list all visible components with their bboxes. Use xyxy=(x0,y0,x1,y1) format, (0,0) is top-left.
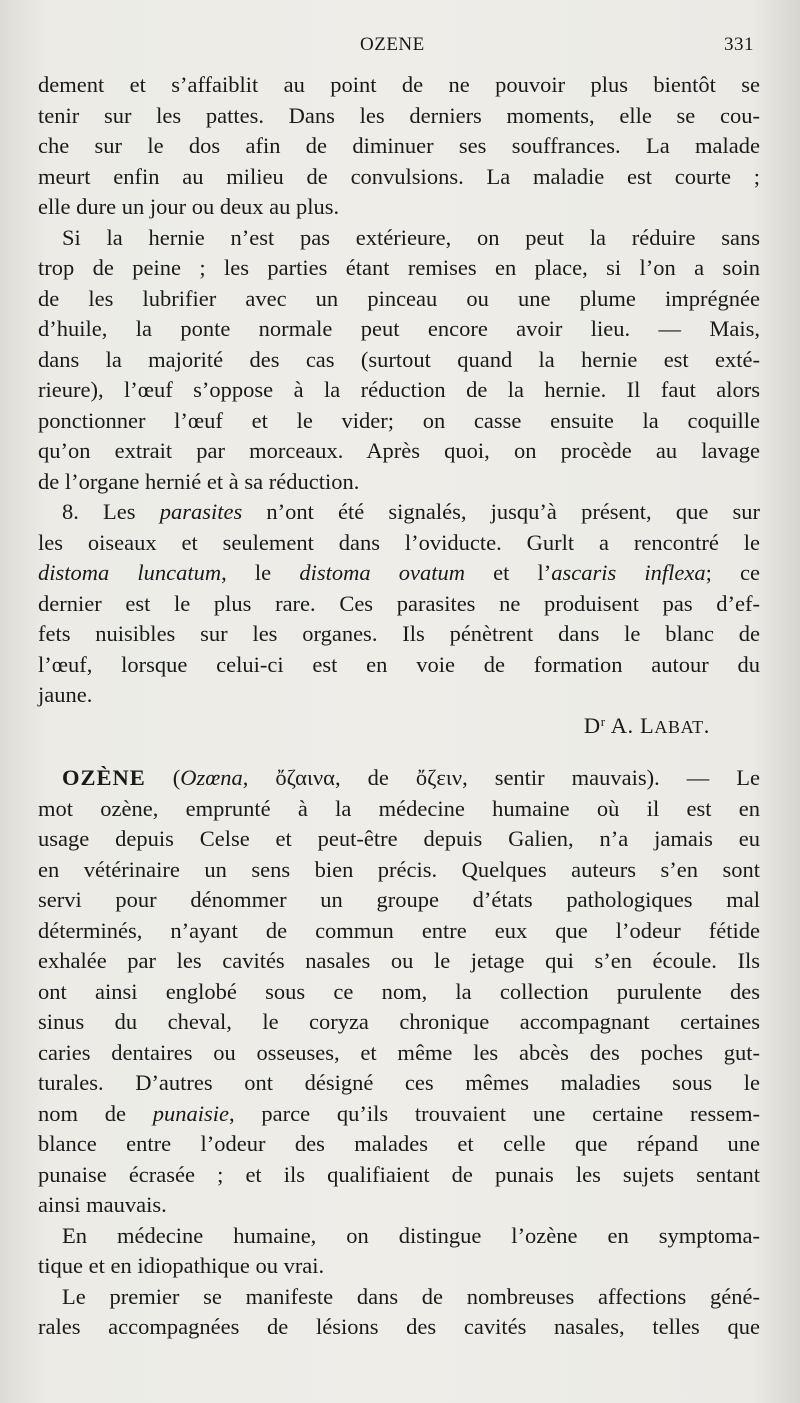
text-line: trop de peine ; les parties étant remises en place, si l’on a soin xyxy=(38,255,760,280)
text-line: rieure), l’œuf s’oppose à la réduction de la hernie. Il faut alors xyxy=(38,377,760,402)
text-line: sinus du cheval, le coryza chronique accompagnant certaines xyxy=(38,1009,760,1034)
text-line: usage depuis Celse et peut-être depuis Galien, n’a jamais eu xyxy=(38,826,760,851)
section-gap xyxy=(38,741,760,763)
italic-term: ascaris inflexa xyxy=(551,560,706,585)
text-line: mot ozène, emprunté à la médecine humaine où il est en xyxy=(38,795,760,821)
text-line: caries dentaires ou osseuses, et même les abcès des poches gut- xyxy=(38,1039,760,1065)
text-line: OZÈNE (Ozœna, ὄζαινα, de ὄζειν, sentir mauvais). — Le xyxy=(62,765,760,790)
text-line: tenir sur les pattes. Dans les derniers moments, elle se cou- xyxy=(38,102,760,128)
italic-term: distoma luncatum xyxy=(38,560,222,585)
paragraph-parasites xyxy=(38,497,760,711)
text-line: dernier est le plus rare. Ces parasites ne produisent pas d’ef- xyxy=(38,590,760,616)
text-line: Si la hernie n’est pas extérieure, on peut la réduire sans xyxy=(62,224,760,250)
text-line: Le premier se manifeste dans de nombreuses affections géné- xyxy=(62,1283,760,1309)
text-line: che sur le dos afin de diminuer ses souffrances. La malade xyxy=(38,133,760,158)
text-line: de les lubrifier avec un pinceau ou une plume imprégnée xyxy=(38,285,760,311)
italic-term: parasites xyxy=(159,499,243,524)
paragraph-continued xyxy=(38,70,760,223)
text-line: en vétérinaire un sens bien précis. Quelques auteurs s’en sont xyxy=(38,856,760,882)
entry-headword: OZÈNE xyxy=(62,765,146,790)
author-signature: $D^r$ A. LABAT. xyxy=(583,712,710,738)
text-line: qu’on extrait par morceaux. Après quoi, on procède au lavage xyxy=(38,438,760,463)
italic-term: distoma ovatum xyxy=(299,560,465,585)
paragraph-symptomatic xyxy=(38,1282,760,1343)
italic-term: Ozœna xyxy=(180,765,243,790)
text-line: En médecine humaine, on distingue l’ozène en symptoma- xyxy=(62,1222,760,1248)
text-line: tique et en idiopathique ou vrai. xyxy=(38,1253,325,1278)
text-line: fets nuisibles sur les organes. Ils pénètrent dans le blanc de xyxy=(38,621,760,646)
text-line: dement et s’affaiblit au point de ne pouvoir plus bientôt se xyxy=(38,72,760,97)
text-line: blance entre l’odeur des malades et celle que répand une xyxy=(38,1131,760,1156)
text-line: de l’organe hernié et à sa réduction. xyxy=(38,468,360,494)
text-line: ponctionner l’œuf et le vider; on casse ensuite la coquille xyxy=(38,407,760,433)
page-number: 331 xyxy=(724,34,754,55)
text-line: dans la majorité des cas (surtout quand la hernie est exté- xyxy=(38,346,760,372)
text-line: punaise écrasée ; et ils qualifiaient de punais les sujets sentant xyxy=(38,1161,760,1187)
text-line: exhalée par les cavités nasales ou le jetage qui s’en écoule. Ils xyxy=(38,948,760,973)
text-line: l’œuf, lorsque celui-ci est en voie de formation autour du xyxy=(38,651,760,677)
text-line: ainsi mauvais. xyxy=(38,1192,167,1217)
text-line: turales. D’autres ont désigné ces mêmes maladies sous le xyxy=(38,1070,760,1095)
text-line: servi pour dénommer un groupe d’états pathologiques mal xyxy=(38,887,760,912)
entry-ozene xyxy=(38,763,760,1221)
paragraph-hernia xyxy=(38,223,760,498)
text-line: elle dure un jour ou deux au plus. xyxy=(38,194,340,219)
text-line: les oiseaux et seulement dans l’oviducte. Gurlt a rencontré le xyxy=(38,529,760,555)
text-line: ont ainsi englobé sous ce nom, la collection purulente des xyxy=(38,978,760,1004)
text-line: nom de punaisie, parce qu’ils trouvaient une certaine ressem- xyxy=(38,1100,760,1126)
text-line: distoma luncatum, le distoma ovatum et l’ascaris inflexa; ce xyxy=(38,560,760,585)
paragraph-human-medicine xyxy=(38,1221,760,1282)
text-line: jaune. xyxy=(38,682,93,707)
text-block xyxy=(38,70,760,1343)
running-title: OZENE xyxy=(360,34,425,55)
text-line: rales accompagnées de lésions des cavités nasales, telles que xyxy=(38,1314,760,1339)
italic-term: punaisie xyxy=(152,1100,229,1126)
text-line: meurt enfin au milieu de convulsions. La maladie est courte ; xyxy=(38,163,760,189)
running-head xyxy=(0,34,800,58)
text-line: 8. Les parasites n’ont été signalés, jusqu’à présent, que sur xyxy=(62,499,760,524)
text-line: déterminés, n’ayant de commun entre eux que l’odeur fétide xyxy=(38,917,760,943)
text-line: d’huile, la ponte normale peut encore avoir lieu. — Mais, xyxy=(38,316,760,341)
